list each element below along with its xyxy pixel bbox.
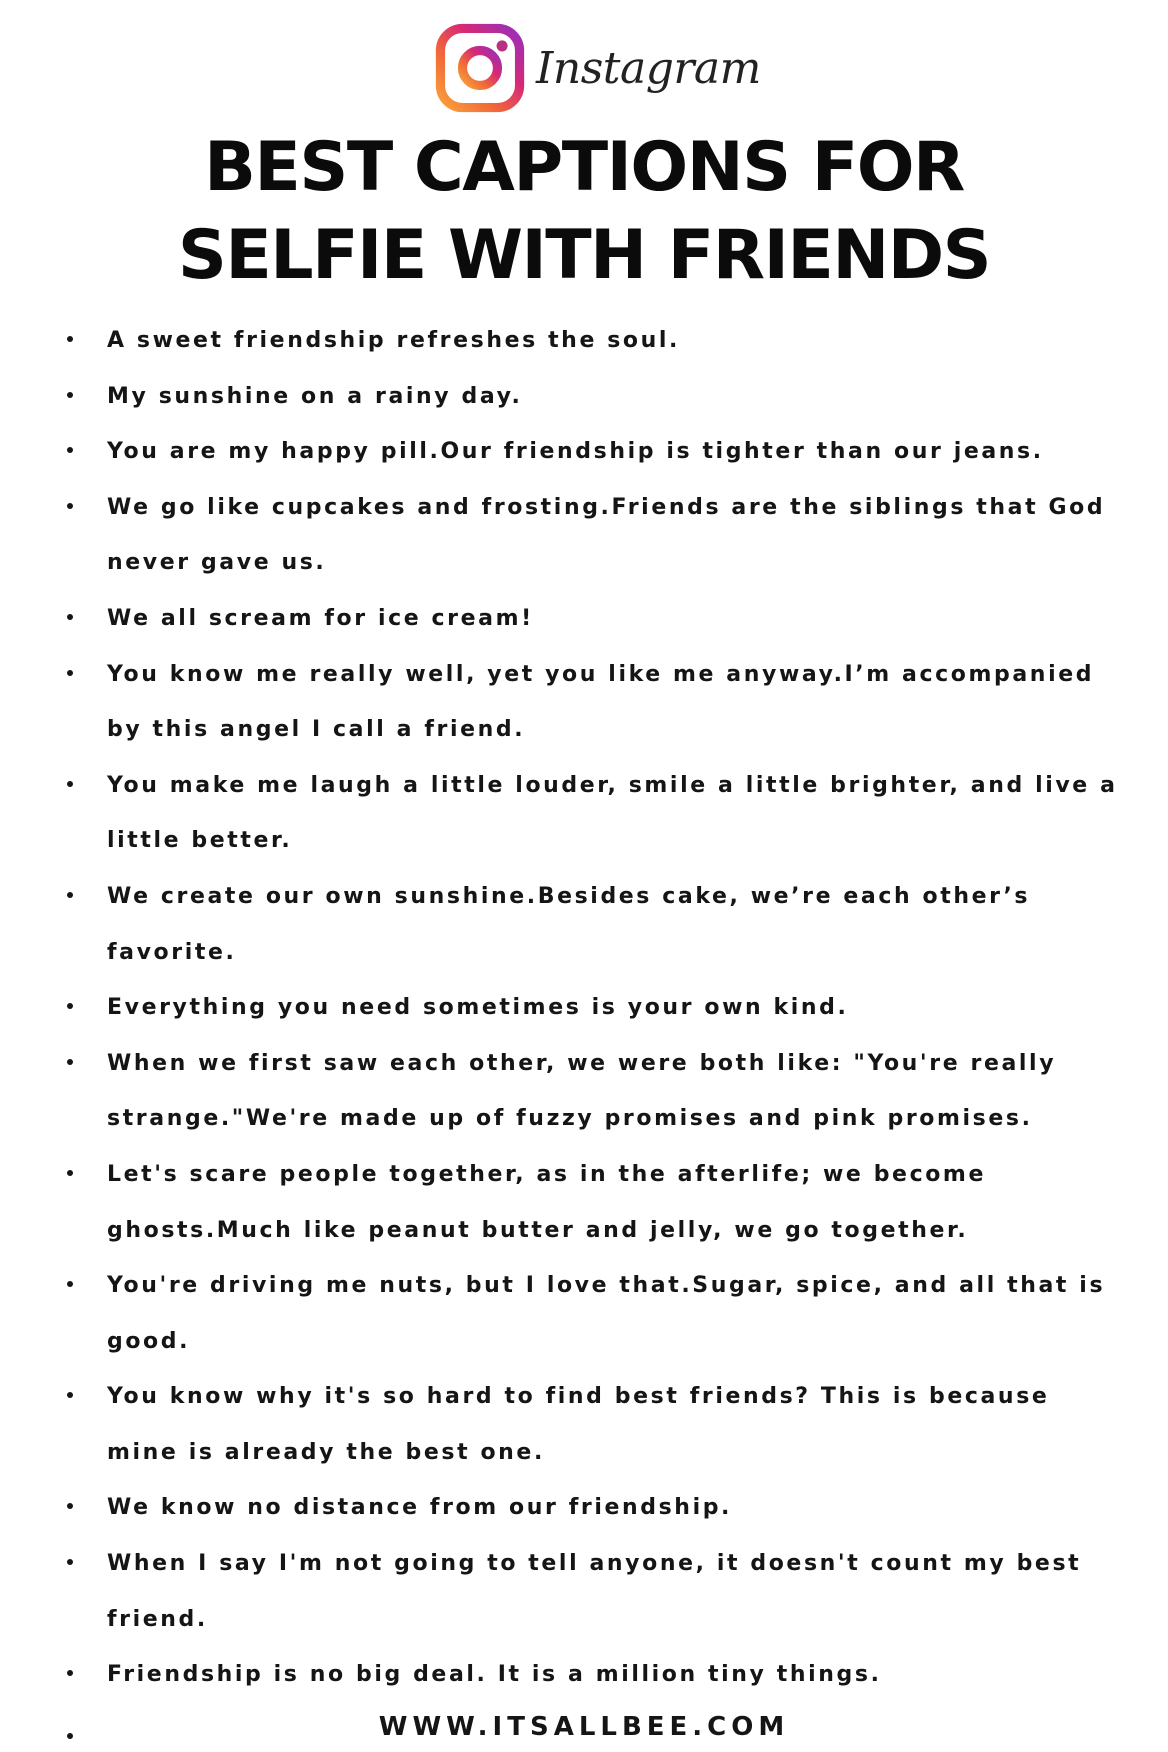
caption-text: We create our own sunshine.Besides cake, we’re each other’s favorite.	[107, 883, 1031, 965]
list-item	[0, 980, 1168, 1036]
caption-text: You are my happy pill.Our friendship is tighter than our jeans.	[107, 439, 1044, 465]
caption-text: We go like cupcakes and frosting.Friends are the siblings that God never gave us.	[107, 494, 1106, 576]
bullet-icon	[67, 1670, 73, 1676]
list-item	[0, 758, 1168, 869]
bullet-icon	[67, 1559, 73, 1565]
caption-text: A sweet friendship refreshes the soul.	[107, 328, 680, 353]
footer-url: WWW.ITSALLBEE.COM	[378, 1712, 790, 1742]
caption-text: We know no distance from our friendship.	[107, 1495, 733, 1521]
list-item	[0, 313, 1168, 369]
bullet-icon	[67, 336, 73, 342]
instagram-brand	[434, 20, 761, 116]
title-line-2: SELFIE WITH FRIENDS	[177, 216, 991, 295]
caption-text: My sunshine on a rainy day.	[107, 383, 523, 409]
bullet-icon	[67, 892, 73, 898]
bullet-icon	[67, 670, 73, 676]
bullet-icon	[67, 1170, 73, 1176]
bullet-icon	[67, 447, 73, 453]
caption-text: You know me really well, yet you like me anyway.I’m accompanied by this angel I call a friend.	[107, 661, 1095, 743]
bullet-icon	[67, 781, 73, 787]
caption-text: When I say I'm not going to tell anyone, it doesn't count my best friend.	[107, 1551, 1082, 1632]
instagram-icon	[434, 22, 526, 114]
page-title	[0, 124, 1168, 300]
caption-text: Let's scare people together, as in the afterlife; we become ghosts.Much like peanut butter and jelly, we go together.	[107, 1161, 986, 1243]
caption-text: You know why it's so hard to find best friends? This is because mine is already the best one.	[107, 1384, 1050, 1465]
bullet-icon	[67, 1392, 73, 1398]
caption-text: You're driving me nuts, but I love that.Sugar, spice, and all that is good.	[107, 1273, 1106, 1354]
list-item	[0, 369, 1168, 425]
list-item	[0, 869, 1168, 980]
bullet-icon	[67, 1503, 73, 1509]
title-line-1: BEST CAPTIONS FOR	[204, 128, 964, 207]
caption-list	[0, 313, 1168, 1703]
caption-text: Friendship is no big deal. It is a million tiny things.	[107, 1662, 882, 1688]
bullet-icon	[67, 614, 73, 620]
list-item	[0, 591, 1168, 647]
list-item	[0, 1647, 1168, 1703]
bullet-icon	[67, 392, 73, 398]
bullet-icon	[67, 1003, 73, 1009]
bullet-icon	[67, 1281, 73, 1287]
list-item	[0, 1480, 1168, 1536]
list-item	[0, 1036, 1168, 1147]
caption-text: Everything you need sometimes is your own kind.	[107, 995, 849, 1021]
caption-text: When we first saw each other, we were both like: "You're really strange."We're made up of fuzzy promises and pink promises.	[107, 1050, 1057, 1132]
list-item	[0, 1258, 1168, 1369]
caption-text: We all scream for ice cream!	[107, 605, 534, 631]
bullet-icon	[67, 503, 73, 509]
list-item	[0, 647, 1168, 758]
brand-name: Instagram	[536, 42, 761, 94]
list-item	[0, 424, 1168, 480]
caption-text: You make me laugh a little louder, smile a little brighter, and live a little better.	[107, 772, 1118, 854]
list-item	[0, 1147, 1168, 1258]
list-item	[0, 1536, 1168, 1647]
list-item	[0, 480, 1168, 591]
bullet-icon	[67, 1059, 73, 1065]
list-item	[0, 1369, 1168, 1480]
